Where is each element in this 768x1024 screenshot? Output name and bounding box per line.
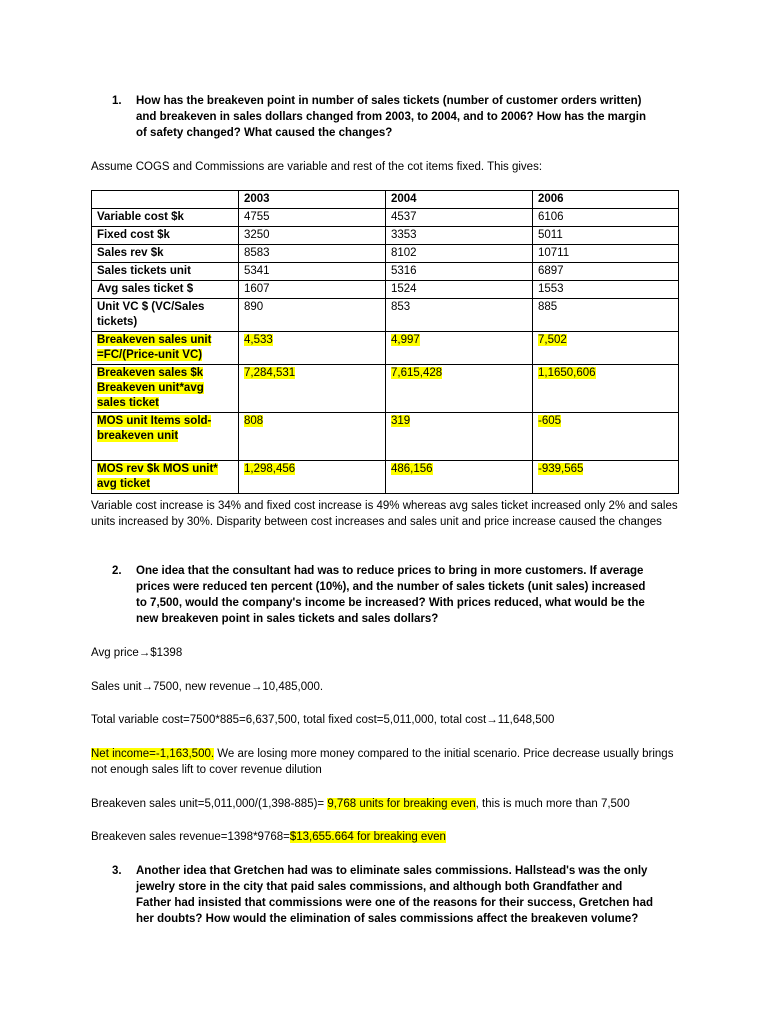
highlighted-label: MOS rev $k MOS unit* avg ticket	[97, 463, 218, 490]
highlighted-value: -939,565	[538, 463, 584, 475]
table-cell: 8102	[386, 245, 533, 263]
highlighted-value: 1,298,456	[244, 463, 296, 475]
row-label	[92, 413, 239, 461]
question-1	[112, 93, 657, 141]
row-label: Fixed cost $k	[92, 227, 239, 245]
avg-price-line: Avg price→$1398	[91, 647, 183, 659]
question-3	[112, 863, 657, 927]
breakeven-unit-prefix: Breakeven sales unit=5,011,000/(1,398-885)=	[91, 798, 328, 810]
table-cell: 6897	[533, 263, 679, 281]
table-row	[92, 263, 679, 281]
table-cell	[386, 413, 533, 461]
table-cell: 5011	[533, 227, 679, 245]
table-row	[92, 209, 679, 227]
total-cost-line: Total variable cost=7500*885=6,637,500, total fixed cost=5,011,000, total cost→11,648,500	[91, 714, 555, 726]
row-label	[92, 332, 239, 365]
breakeven-unit-suffix: , this is much more than 7,500	[475, 798, 630, 810]
highlighted-label: Breakeven sales $k Breakeven unit*avg sales ticket	[97, 367, 204, 409]
row-label: Avg sales ticket $	[92, 281, 239, 299]
highlighted-value: 486,156	[391, 463, 433, 475]
table-header-cell: 2004	[386, 191, 533, 209]
highlighted-label: MOS unit Items sold-breakeven unit	[97, 415, 212, 442]
table-cell: 1607	[239, 281, 386, 299]
table-cell: 3353	[386, 227, 533, 245]
table-row-highlighted	[92, 332, 679, 365]
table-cell	[239, 365, 386, 413]
breakeven-unit-line	[91, 796, 681, 812]
question-2	[112, 563, 657, 627]
table-row-highlighted	[92, 461, 679, 494]
table-cell: 5341	[239, 263, 386, 281]
table-cell: 10711	[533, 245, 679, 263]
net-income-paragraph	[91, 746, 681, 778]
breakeven-revenue-prefix: Breakeven sales revenue=1398*9768=	[91, 831, 290, 843]
table-header-row	[92, 191, 679, 209]
highlighted-value: 7,284,531	[244, 367, 296, 379]
breakeven-revenue-highlight: $13,655.664 for breaking even	[289, 831, 446, 843]
table-cell	[533, 413, 679, 461]
table-cell: 1553	[533, 281, 679, 299]
row-label: Variable cost $k	[92, 209, 239, 227]
highlighted-value: 4,997	[391, 334, 420, 346]
row-label: Unit VC $ (VC/Sales tickets)	[92, 299, 239, 332]
row-label	[92, 461, 239, 494]
table-cell	[239, 332, 386, 365]
sales-unit-line: Sales unit→7500, new revenue→10,485,000.	[91, 681, 324, 693]
highlighted-value: 1,1650,606	[538, 367, 596, 379]
table-cell: 1524	[386, 281, 533, 299]
table-row	[92, 227, 679, 245]
table-cell	[533, 365, 679, 413]
table-cell	[386, 365, 533, 413]
table-cell	[386, 332, 533, 365]
table-cell: 885	[533, 299, 679, 332]
breakeven-unit-highlight: 9,768 units for breaking even	[327, 798, 476, 810]
table-header-cell	[92, 191, 239, 209]
table-cell: 6106	[533, 209, 679, 227]
table-row-highlighted	[92, 413, 679, 461]
row-label	[92, 365, 239, 413]
assumption-text: Assume COGS and Commissions are variable and rest of the cot items fixed. This gives:	[91, 161, 543, 173]
question-2-number: 2.	[112, 565, 122, 577]
table-row	[92, 245, 679, 263]
net-income-highlight: Net income=-1,163,500.	[91, 748, 215, 760]
analysis-paragraph: Variable cost increase is 34% and fixed cost increase is 49% whereas avg sales ticket increased only 2% and sales units increased by 30%. Disparity between cost increases and sales unit and price increase caused the changes	[91, 500, 678, 528]
table-cell: 5316	[386, 263, 533, 281]
row-label: Sales tickets unit	[92, 263, 239, 281]
table-row	[92, 281, 679, 299]
table-cell: 8583	[239, 245, 386, 263]
net-income-text: We are losing more money compared to the initial scenario. Price decrease usually brings not enough sales lift to cover revenue dilution	[91, 748, 674, 776]
highlighted-value: 7,502	[538, 334, 567, 346]
highlighted-value: 4,533	[244, 334, 273, 346]
highlighted-value: -605	[538, 415, 562, 427]
question-1-number: 1.	[112, 95, 122, 107]
question-3-text: Another idea that Gretchen had was to eliminate sales commissions. Hallstead's was the only jewelry store in the city that paid sales commissions, and although both Grandfather and Father had insisted that commissions were one of the reasons for their success, Gretchen had her doubts? How would the elimination of sales commissions affect the breakeven volume?	[136, 865, 654, 925]
highlighted-label: Breakeven sales unit =FC/(Price-unit VC)	[97, 334, 212, 361]
breakeven-table	[91, 190, 679, 494]
table-cell: 3250	[239, 227, 386, 245]
row-label: Sales rev $k	[92, 245, 239, 263]
table-cell	[386, 461, 533, 494]
table-cell	[533, 461, 679, 494]
table-cell: 853	[386, 299, 533, 332]
breakeven-revenue-line	[91, 829, 681, 845]
question-3-number: 3.	[112, 865, 122, 877]
table-cell: 890	[239, 299, 386, 332]
table-cell	[533, 332, 679, 365]
highlighted-value: 7,615,428	[391, 367, 443, 379]
table-cell	[239, 413, 386, 461]
highlighted-value: 319	[391, 415, 411, 427]
table-header-cell: 2006	[533, 191, 679, 209]
table-row	[92, 299, 679, 332]
table-cell: 4755	[239, 209, 386, 227]
highlighted-value: 808	[244, 415, 264, 427]
question-1-text: How has the breakeven point in number of sales tickets (number of customer orders written) and breakeven in sales dollars changed from 2003, to 2004, and to 2006? How has the margin of safety changed? What caused the changes?	[136, 95, 647, 139]
table-header-cell: 2003	[239, 191, 386, 209]
table-cell	[239, 461, 386, 494]
question-2-text: One idea that the consultant had was to reduce prices to bring in more customers. If average prices were reduced ten percent (10%), and the number of sales tickets (unit sales) increased to 7,500, would the company's income be increased? With prices reduced, what would be the new breakeven point in sales tickets and sales dollars?	[136, 565, 646, 625]
table-cell: 4537	[386, 209, 533, 227]
table-row-highlighted	[92, 365, 679, 413]
